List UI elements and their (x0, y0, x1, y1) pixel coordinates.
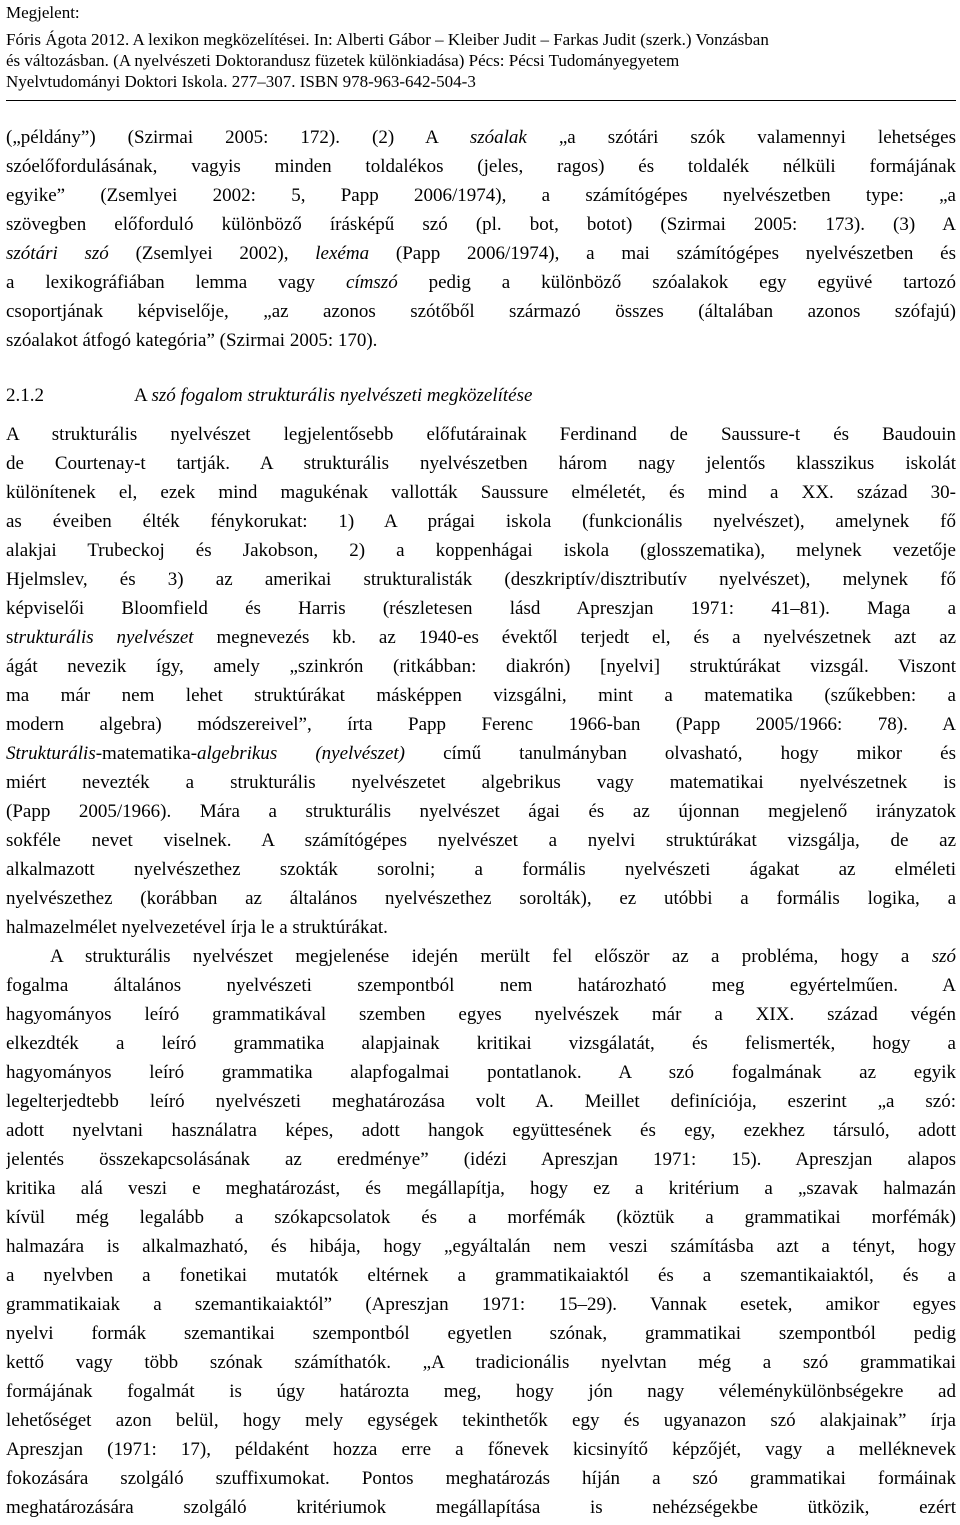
text-line (6, 1348, 956, 1377)
text-run: „a szótári szók valamennyi lehetséges (526, 127, 956, 148)
text-run: a lexikográfiában lemma vagy (6, 272, 346, 293)
text-run: (Papp 2006/1974), a mai számítógépes nyelvészetben és (369, 243, 956, 264)
italic-term: lexéma (315, 243, 370, 264)
text-line (6, 326, 956, 355)
text-line (6, 652, 956, 681)
text-line (6, 1000, 956, 1029)
text-run: jelentés összekapcsolásának az eredménye” (idézi Apreszjan 1971: 15). Apreszjan alapos (6, 1149, 956, 1170)
italic-term: szótári szó (6, 243, 109, 264)
text-run: ágát nevezik így, amely „szinkrón (ritkábban: diakrón) [nyelvi] struktúrákat vizsgál. Viszont (6, 656, 956, 677)
text-line (6, 565, 956, 594)
italic-term: Strukturális (6, 743, 96, 764)
text-run: („példány”) (Szirmai 2005: 172). (2) A (6, 127, 470, 148)
text-run: megnevezés kb. az 1940-es évektől terjedt el, és a nyelvészetnek azt az (193, 627, 956, 648)
text-line (6, 297, 956, 326)
text-run: A strukturális nyelvészet megjelenése idején merült fel először az a probléma, hogy a (50, 946, 932, 967)
citation-line-2: és változásban. (A nyelvészeti Doktorandusz füzetek különkiadása) Pécs: Pécsi Tudományegyetem (6, 51, 680, 70)
text-run: as éveiben élték fénykorukat: 1) A prágai iskola (funkcionális nyelvészet), amelynek fő (6, 511, 956, 532)
text-run: sokféle nevet viselnek. A számítógépes nyelvészet a nyelvi struktúrákat vizsgálja, de az (6, 830, 956, 851)
text-run: halmazelmélet nyelvezetével írja le a struktúrákat. (6, 917, 388, 938)
text-line (6, 536, 956, 565)
text-run: nyelvészethez (korábban az általános nyelvészethez sorolták), ez utóbbi a formális logika, a (6, 888, 956, 909)
text-line (6, 710, 956, 739)
text-line (6, 1319, 956, 1348)
text-line (6, 1145, 956, 1174)
text-run: című tanulmányban olvasható, hogy mikor és (405, 743, 956, 764)
text-run: -matematika- (95, 743, 198, 764)
text-line (6, 239, 956, 268)
text-line (6, 1464, 956, 1493)
italic-term: szó (931, 946, 956, 967)
text-run: fogalma általános nyelvészeti szempontból nem határozható meg egyértelműen. A (6, 975, 956, 996)
text-run: nyelvi formák szemantikai szempontból egyetlen szónak, grammatikai szempontból pedig (6, 1323, 956, 1344)
text-line (6, 478, 956, 507)
section-heading (6, 381, 956, 410)
text-line (6, 1435, 956, 1464)
text-run: s (6, 627, 14, 648)
text-line (6, 1493, 956, 1522)
text-run: pedig a különböző szóalakok egy együvé tartozó (397, 272, 956, 293)
text-line (6, 1058, 956, 1087)
text-run: ma már nem lehet struktúrákat másképpen vizsgálni, mint a matematika (szűkebben: a (6, 685, 956, 706)
text-run: képviselői Bloomfield és Harris (részletesen lásd Apreszjan 1971: 41–81). Maga a (6, 598, 956, 619)
text-line (6, 1029, 956, 1058)
body-paragraph (6, 942, 956, 1522)
text-run: egyike” (Zsemlyei 2002: 5, Papp 2006/1974), a számítógépes nyelvészetben type: „a (6, 185, 956, 206)
text-line (6, 1377, 956, 1406)
text-run: legelterjedtebb leíró nyelvészeti meghatározása volt A. Meillet definíciója, eszerint „a szó: (6, 1091, 956, 1112)
text-line (6, 913, 956, 942)
text-run: szóelőfordulásának, vagyis minden toldalékos (jeles, ragos) és toldalék nélküli formájának (6, 156, 956, 177)
text-line (6, 855, 956, 884)
text-line (6, 1232, 956, 1261)
italic-term: algebrikus (nyelvészet) (197, 743, 405, 764)
text-line (6, 739, 956, 768)
body-paragraph (6, 123, 956, 355)
text-run: lehetőséget azon belül, hogy mely egységek tekinthetők egy és ugyanazon szó alakjainak” írja (6, 1410, 956, 1431)
text-run: alkalmazott nyelvészethez szokták sorolni; a formális nyelvészeti ágakat az elméleti (6, 859, 956, 880)
text-run: a nyelvben a fonetikai mutatók eltérnek a grammatikaiaktól és a szemantikaiaktól, és a (6, 1265, 956, 1286)
text-run: hagyományos leíró grammatika alapfogalmai pontatlanok. A szó fogalmának az egyik (6, 1062, 956, 1083)
text-line (6, 181, 956, 210)
text-line (6, 884, 956, 913)
text-line (6, 1261, 956, 1290)
publication-label: Megjelent: (6, 3, 80, 22)
citation-line-1: Fóris Ágota 2012. A lexikon megközelítései. In: Alberti Gábor – Kleiber Judit – Farkas Judit (szerk.) Vonzásban (6, 30, 769, 49)
text-run: meghatározására szolgáló kritériumok megállapítása is nehézségekbe ütközik, ezért (6, 1497, 956, 1518)
italic-term: trukturális nyelvészet (13, 627, 194, 648)
section-title: szó fogalom strukturális nyelvészeti megközelítése (151, 385, 533, 406)
text-run: formájának fogalmát is úgy határozta meg, hogy jón nagy véleménykülönbségekre ad (6, 1381, 956, 1402)
text-run: csoportjának képviselője, „az azonos szótőből származó összes (általában azonos szófajú) (6, 301, 956, 322)
text-line (6, 681, 956, 710)
text-line (6, 942, 956, 971)
citation-line-3: Nyelvtudományi Doktori Iskola. 277–307. ISBN 978-963-642-504-3 (6, 72, 476, 91)
section-title-prefix: A (134, 385, 152, 406)
text-line (6, 1406, 956, 1435)
text-line (6, 449, 956, 478)
text-run: kívül még legalább a szókapcsolatok és a morfémák (köztük a grammatikai morfémák) (6, 1207, 956, 1228)
text-line (6, 507, 956, 536)
text-run: Apreszjan (1971: 17), példaként hozza erre a főnevek kicsinyítő képzőjét, vagy a melléknevek (6, 1439, 956, 1460)
text-line (6, 1290, 956, 1319)
text-run: kettő vagy több szónak számíthatók. „A tradicionális nyelvtan még a szó grammatikai (6, 1352, 956, 1373)
text-run: kritika alá veszi e meghatározást, és megállapítja, hogy ez a kritérium a „szavak halmazán (6, 1178, 956, 1199)
text-run: elkezdték a leíró grammatika alapjainak kritikai vizsgálatát, és felismerték, hogy a (6, 1033, 956, 1054)
text-run: szövegben előforduló különböző írásképű szó (pl. bot, botot) (Szirmai 2005: 173). (3) A (6, 214, 956, 235)
text-line (6, 1087, 956, 1116)
text-run: különítenek el, ezek mind magukénak vallották Saussure elméletét, és mind a XX. század 30- (6, 482, 956, 503)
section-number: 2.1.2 (6, 385, 44, 406)
text-run: Hjelmslev, és 3) az amerikai strukturalisták (deszkriptív/disztributív nyelvészet), melynek fő (6, 569, 956, 590)
text-run: miért nevezték a strukturális nyelvészetet algebrikus vagy matematikai nyelvészetnek is (6, 772, 956, 793)
text-line (6, 123, 956, 152)
text-line (6, 1203, 956, 1232)
text-run: grammatikaiak a szemantikaiaktól” (Apreszjan 1971: 15–29). Vannak esetek, amikor egyes (6, 1294, 956, 1315)
text-run: A strukturális nyelvészet legjelentősebb előfutárainak Ferdinand de Saussure-t és Baudouin (6, 424, 956, 445)
text-line (6, 826, 956, 855)
text-run: (Papp 2005/1966). Mára a strukturális nyelvészet ágai és az újonnan megjelenő irányzatok (6, 801, 956, 822)
text-line (6, 152, 956, 181)
text-line (6, 268, 956, 297)
text-line (6, 210, 956, 239)
header-divider (6, 100, 956, 101)
text-line (6, 420, 956, 449)
text-run: de Courtenay-t tartják. A strukturális nyelvészetben három nagy jelentős klasszikus iskolát (6, 453, 956, 474)
italic-term: szóalak (469, 127, 527, 148)
text-line (6, 797, 956, 826)
text-line (6, 768, 956, 797)
text-run: modern algebra) módszereivel”, írta Papp Ferenc 1966-ban (Papp 2005/1966: 78). A (6, 714, 956, 735)
text-line (6, 971, 956, 1000)
text-run: halmazára is alkalmazható, és hibája, hogy „egyáltalán nem veszi számításba azt a tényt, hogy (6, 1236, 956, 1257)
text-line (6, 1116, 956, 1145)
text-run: fokozására szolgáló szuffixumokat. Pontos meghatározás híján a szó grammatikai formáinak (6, 1468, 956, 1489)
text-line (6, 623, 956, 652)
text-run: adott nyelvtani használatra képes, adott hangok együttesének és egy, ezekhez társuló, adott (6, 1120, 956, 1141)
italic-term: címszó (345, 272, 398, 293)
text-run: alakjai Trubeckoj és Jakobson, 2) a koppenhágai iskola (glosszematika), melynek vezetője (6, 540, 956, 561)
text-run: (Zsemlyei 2002), (108, 243, 316, 264)
text-line (6, 594, 956, 623)
body-paragraph (6, 420, 956, 942)
text-run: hagyományos leíró grammatikával szemben egyes nyelvészek már a XIX. század végén (6, 1004, 956, 1025)
text-line (6, 1174, 956, 1203)
text-run: szóalakot átfogó kategória” (Szirmai 2005: 170). (6, 330, 378, 351)
